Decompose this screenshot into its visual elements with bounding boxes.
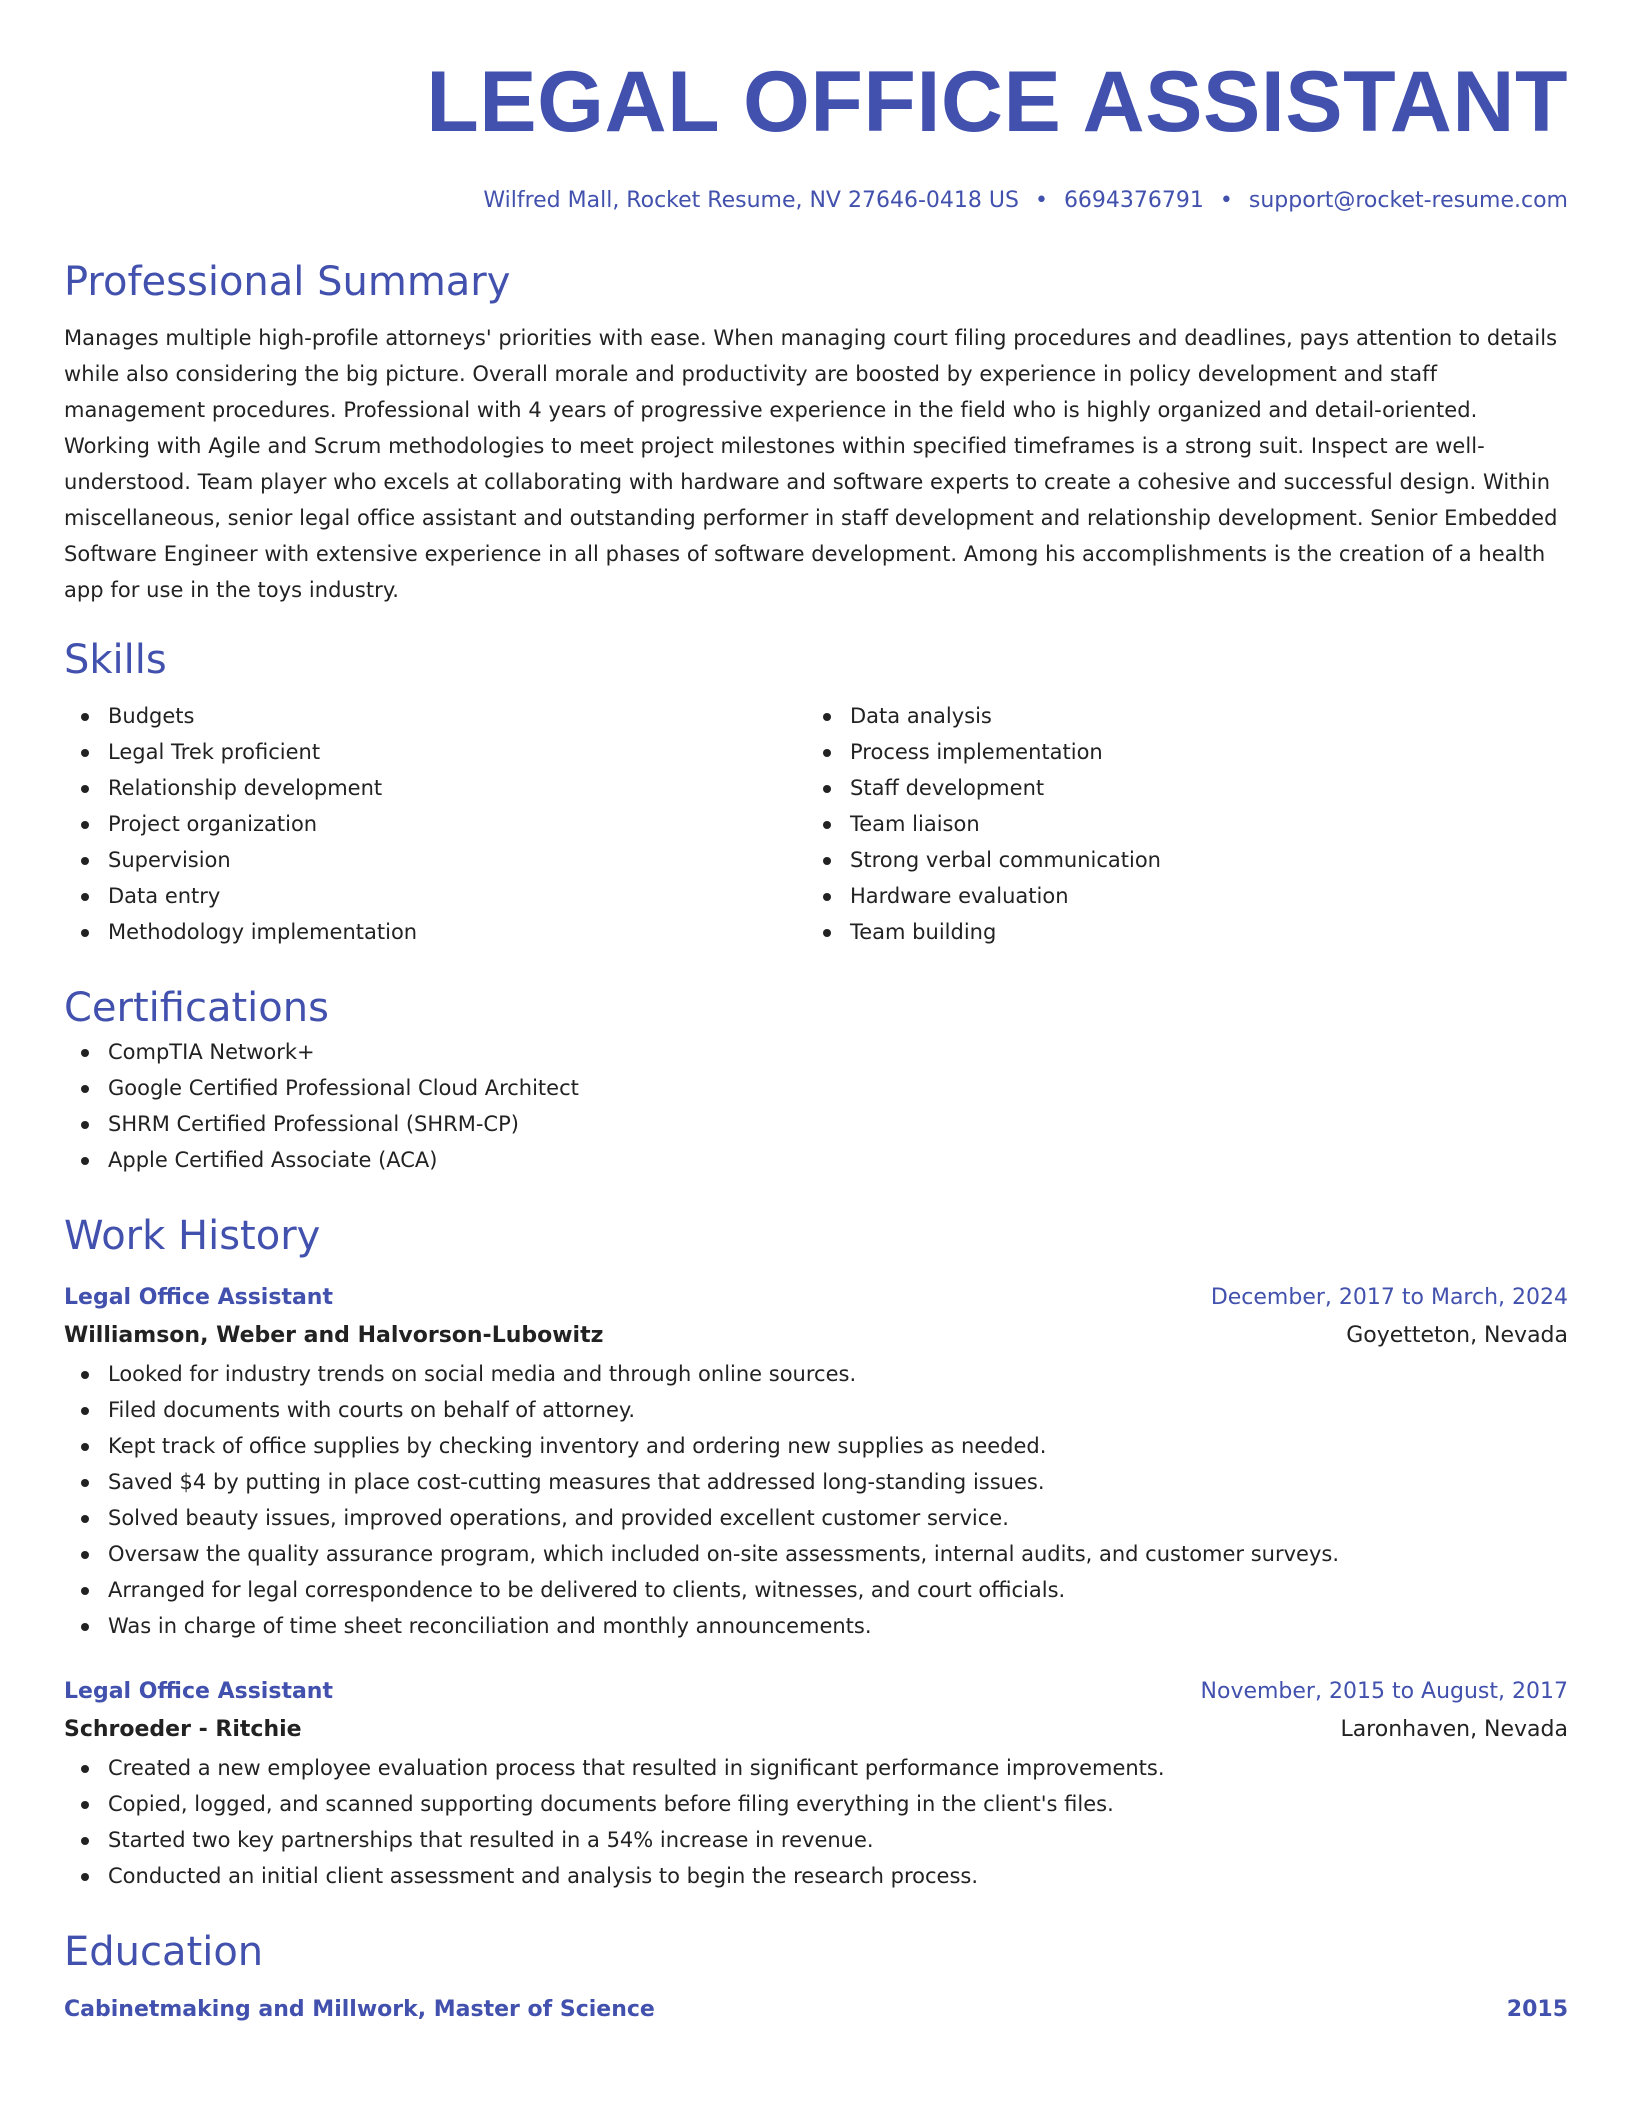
responsibility-item: Started two key partnerships that resulted in a 54% increase in revenue. xyxy=(64,1822,1568,1858)
job-location: Goyetteton, Nevada xyxy=(1346,1323,1568,1348)
responsibility-item: Was in charge of time sheet reconciliation and monthly announcements. xyxy=(64,1608,1568,1644)
responsibility-item: Oversaw the quality assurance program, which included on-site assessments, internal audits, and customer surveys. xyxy=(64,1536,1568,1572)
responsibility-item: Conducted an initial client assessment and analysis to begin the research process. xyxy=(64,1858,1568,1894)
job-employer: Schroeder - Ritchie xyxy=(64,1717,302,1742)
skill-item: Team liaison xyxy=(806,806,1548,842)
skill-item: Hardware evaluation xyxy=(806,878,1548,914)
job-entry xyxy=(64,1674,1568,1894)
job-employer-row xyxy=(64,1710,1568,1750)
skill-item: Process implementation xyxy=(806,734,1548,770)
work-history-heading: Work History xyxy=(64,1213,321,1259)
skill-item: Legal Trek proficient xyxy=(64,734,806,770)
resume-page xyxy=(64,50,1568,2028)
certification-item: Google Certified Professional Cloud Architect xyxy=(64,1070,1568,1106)
responsibility-item: Looked for industry trends on social media and through online sources. xyxy=(64,1356,1568,1392)
skills-heading: Skills xyxy=(64,637,167,683)
responsibility-item: Arranged for legal correspondence to be delivered to clients, witnesses, and court officials. xyxy=(64,1572,1568,1608)
contact-phone: 6694376791 xyxy=(1063,188,1204,213)
skill-item: Data entry xyxy=(64,878,806,914)
education-heading: Education xyxy=(64,1929,264,1975)
responsibility-item: Kept track of office supplies by checking inventory and ordering new supplies as needed. xyxy=(64,1428,1568,1464)
job-header-row xyxy=(64,1280,1568,1316)
job-responsibilities xyxy=(64,1356,1568,1644)
skill-item: Budgets xyxy=(64,698,806,734)
job-location: Laronhaven, Nevada xyxy=(1340,1717,1568,1742)
certification-item: CompTIA Network+ xyxy=(64,1034,1568,1070)
responsibility-item: Saved $4 by putting in place cost-cutting measures that addressed long-standing issues. xyxy=(64,1464,1568,1500)
skill-item: Project organization xyxy=(64,806,806,842)
responsibility-item: Created a new employee evaluation process that resulted in significant performance improvements. xyxy=(64,1750,1568,1786)
contact-separator: • xyxy=(1034,188,1048,213)
candidate-name: LEGAL OFFICE ASSISTANT xyxy=(426,54,1568,150)
job-employer-row xyxy=(64,1316,1568,1356)
job-entry xyxy=(64,1280,1568,1644)
certifications-list xyxy=(64,1034,1568,1178)
skill-item: Relationship development xyxy=(64,770,806,806)
skills-column-right xyxy=(806,698,1548,950)
skills-grid xyxy=(64,698,1568,950)
skill-item: Supervision xyxy=(64,842,806,878)
education-entry xyxy=(64,1992,1568,2028)
education-year: 2015 xyxy=(1506,1997,1568,2022)
skill-item: Staff development xyxy=(806,770,1548,806)
contact-line xyxy=(64,186,1568,216)
skill-item: Data analysis xyxy=(806,698,1548,734)
contact-email[interactable]: support@rocket-resume.com xyxy=(1248,188,1568,213)
job-dates: November, 2015 to August, 2017 xyxy=(1200,1679,1568,1704)
job-title: Legal Office Assistant xyxy=(64,1285,333,1310)
skill-item: Team building xyxy=(806,914,1548,950)
education-degree: Cabinetmaking and Millwork, Master of Science xyxy=(64,1997,655,2022)
job-dates: December, 2017 to March, 2024 xyxy=(1210,1285,1568,1310)
contact-separator: • xyxy=(1219,188,1233,213)
responsibility-item: Solved beauty issues, improved operations, and provided excellent customer service. xyxy=(64,1500,1568,1536)
certifications-heading: Certifications xyxy=(64,985,329,1031)
job-header-row xyxy=(64,1674,1568,1710)
responsibility-item: Copied, logged, and scanned supporting documents before filing everything in the client's files. xyxy=(64,1786,1568,1822)
contact-address: Wilfred Mall, Rocket Resume, NV 27646-0418 US xyxy=(483,188,1019,213)
job-employer: Williamson, Weber and Halvorson-Lubowitz xyxy=(64,1323,604,1348)
job-title: Legal Office Assistant xyxy=(64,1679,333,1704)
skills-column-left xyxy=(64,698,806,950)
responsibility-item: Filed documents with courts on behalf of attorney. xyxy=(64,1392,1568,1428)
summary-heading: Professional Summary xyxy=(64,259,511,305)
job-responsibilities xyxy=(64,1750,1568,1894)
skill-item: Methodology implementation xyxy=(64,914,806,950)
summary-text: Manages multiple high-profile attorneys' priorities with ease. When managing court filing procedures and deadlines, pays attention to details while also considering the big picture. Overall morale and productivity are boosted by experience in policy development and staff management procedures. Professional with 4 years of progressive experience in the field who is highly organized and detail-oriented. Working with Agile and Scrum methodologies to meet project milestones within specified timeframes is a strong suit. Inspect are well-understood. Team player who excels at collaborating with hardware and software experts to create a cohesive and successful design. Within miscellaneous, senior legal office assistant and outstanding performer in staff development and relationship development. Senior Embedded Software Engineer with extensive experience in all phases of software development. Among his accomplishments is the creation of a health app for use in the toys industry. xyxy=(64,326,1558,602)
skill-item: Strong verbal communication xyxy=(806,842,1548,878)
certification-item: Apple Certified Associate (ACA) xyxy=(64,1142,1568,1178)
certification-item: SHRM Certified Professional (SHRM-CP) xyxy=(64,1106,1568,1142)
